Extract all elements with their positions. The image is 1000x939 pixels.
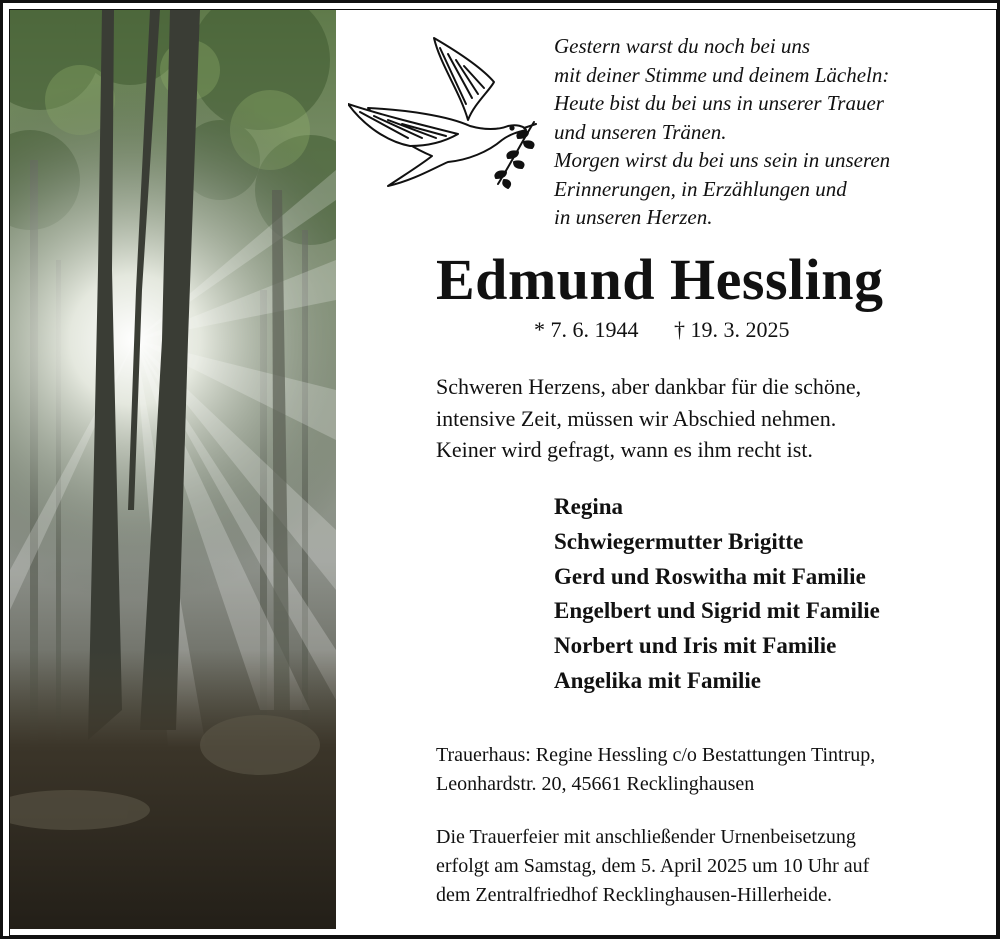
family-list <box>554 490 880 699</box>
poem-line: Erinnerungen, in Erzählungen und <box>554 176 847 201</box>
ceremony-line: erfolgt am Samstag, dem 5. April 2025 um 10 Uhr auf <box>436 855 870 877</box>
ceremony-info <box>436 823 942 910</box>
deceased-name: Edmund Hessling <box>436 247 884 312</box>
family-member: Regina <box>554 494 623 519</box>
poem-line: Heute bist du bei uns in unserer Trauer <box>554 91 884 115</box>
family-member: Engelbert und Sigrid mit Familie <box>554 598 880 624</box>
poem-line: und unseren Tränen. <box>554 119 727 144</box>
poem-line: Gestern warst du noch bei uns <box>554 34 811 58</box>
dove-with-olive-branch-icon <box>348 34 540 194</box>
farewell-text <box>436 371 861 466</box>
family-member: Norbert und Iris mit Familie <box>554 633 837 659</box>
mourning-house-address <box>436 741 875 799</box>
poem <box>554 32 974 232</box>
farewell-line: Schweren Herzens, aber dankbar für die schöne, <box>436 374 862 399</box>
farewell-line: intensive Zeit, müssen wir Abschied nehmen. <box>436 405 837 431</box>
family-member: Gerd und Roswitha mit Familie <box>554 563 866 589</box>
ceremony-line: dem Zentralfriedhof Recklinghausen-Hillerheide. <box>436 884 832 906</box>
life-dates <box>534 317 790 343</box>
forest-sunbeams-photo <box>10 10 336 929</box>
family-member: Schwiegermutter Brigitte <box>554 528 804 554</box>
death-date: † 19. 3. 2025 <box>674 317 790 342</box>
poem-line: in unseren Herzen. <box>554 205 713 229</box>
farewell-line: Keiner wird gefragt, wann es ihm recht ist. <box>436 437 813 462</box>
address-line: Leonhardstr. 20, 45661 Recklinghausen <box>436 773 755 795</box>
birth-date: * 7. 6. 1944 <box>534 317 639 342</box>
address-line: Trauerhaus: Regine Hessling c/o Bestattungen Tintrup, <box>436 744 876 766</box>
ceremony-line: Die Trauerfeier mit anschließender Urnenbeisetzung <box>436 826 856 848</box>
family-member: Angelika mit Familie <box>554 667 761 693</box>
poem-line: Morgen wirst du bei uns sein in unseren <box>554 148 891 172</box>
poem-line: mit deiner Stimme und deinem Lächeln: <box>554 62 890 87</box>
